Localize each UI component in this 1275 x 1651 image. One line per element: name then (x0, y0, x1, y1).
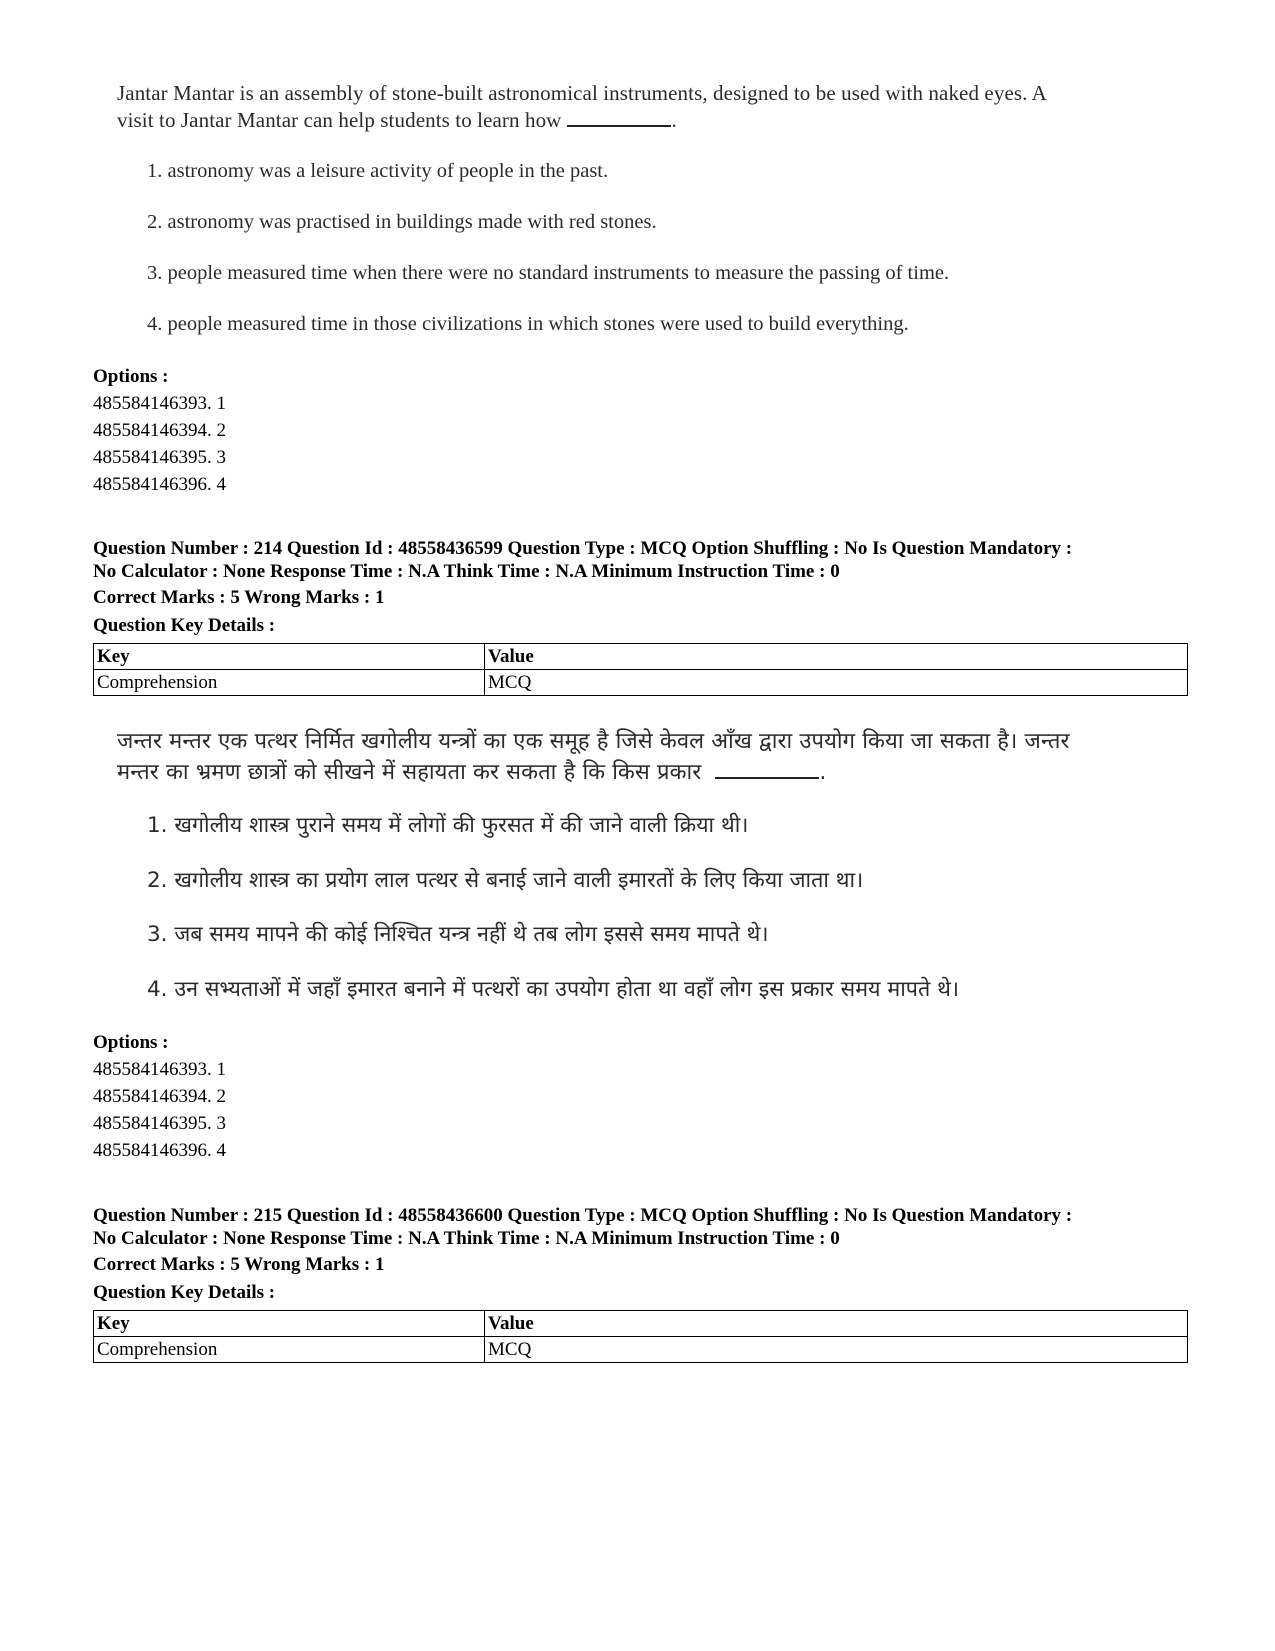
q213-stem-line2: visit to Jantar Mantar can help students to learn how (117, 108, 562, 132)
q214-option-id-2: 485584146394. 2 (93, 1086, 226, 1107)
q214-metadata (93, 537, 1193, 583)
q215-key-header: Key (94, 1311, 485, 1337)
q214-hindi-stem-line2: मन्तर का भ्रमण छात्रों को सीखने में सहायता कर सकता है कि किस प्रकार (117, 760, 702, 785)
q215-meta-line2: No Calculator : None Response Time : N.A Think Time : N.A Minimum Instruction Time : 0 (93, 1228, 840, 1249)
q214-marks: Correct Marks : 5 Wrong Marks : 1 (93, 587, 385, 608)
q214-option-id-1: 485584146393. 1 (93, 1059, 226, 1080)
q215-value-header: Value (485, 1311, 1188, 1337)
q213-stem (117, 80, 1177, 134)
table-row (94, 670, 1188, 696)
q215-value-cell: MCQ (485, 1337, 1188, 1363)
q214-key-table (93, 643, 1188, 696)
q214-key-details-label: Question Key Details : (93, 615, 276, 636)
table-row (94, 1337, 1188, 1363)
q215-key-details-label: Question Key Details : (93, 1282, 276, 1303)
q214-hindi-stem-line1: जन्तर मन्तर एक पत्थर निर्मित खगोलीय यन्त्रों का एक समूह है जिसे केवल आँख द्वारा उपयोग किया जा सकता है। जन्तर (117, 729, 1070, 754)
q214-key-header: Key (94, 644, 485, 670)
q214-value-cell: MCQ (485, 670, 1188, 696)
q214-options-label: Options : (93, 1032, 169, 1053)
q213-stem-end: . (671, 108, 677, 132)
q213-option-2-text: 2. astronomy was practised in buildings made with red stones. (147, 211, 657, 233)
q214-option-3-text: 3. जब समय मापने की कोई निश्चित यन्त्र नहीं थे तब लोग इससे समय मापते थे। (147, 922, 769, 947)
q215-metadata (93, 1204, 1193, 1250)
q214-key-cell: Comprehension (94, 670, 485, 696)
q213-answer-blank (567, 107, 671, 127)
q214-option-2-text: 2. खगोलीय शास्त्र का प्रयोग लाल पत्थर से बनाई जाने वाली इमारतों के लिए किया जाता था। (147, 868, 864, 893)
table-row (94, 1311, 1188, 1337)
q215-marks: Correct Marks : 5 Wrong Marks : 1 (93, 1254, 385, 1275)
q214-hindi-stem-end: . (819, 760, 827, 785)
q214-answer-blank (715, 759, 819, 779)
q213-stem-line1: Jantar Mantar is an assembly of stone-built astronomical instruments, designed to be used with naked eyes. A (117, 81, 1047, 105)
q214-value-header: Value (485, 644, 1188, 670)
q214-hindi-stem (117, 726, 1177, 788)
q214-option-1-text: 1. खगोलीय शास्त्र पुराने समय में लोगों की फुरसत में की जाने वाली क्रिया थी। (147, 813, 749, 838)
q214-question-image (117, 726, 1177, 1016)
q214-option-id-4: 485584146396. 4 (93, 1140, 226, 1161)
q213-option-id-2: 485584146394. 2 (93, 420, 226, 441)
q213-option-4-text: 4. people measured time in those civilizations in which stones were used to build everything. (147, 313, 909, 335)
q214-meta-line1: Question Number : 214 Question Id : 48558436599 Question Type : MCQ Option Shuffling : No Is Question Mandatory : (93, 538, 1073, 559)
q213-option-3-text: 3. people measured time when there were no standard instruments to measure the passing of time. (147, 262, 950, 284)
q213-option-id-4: 485584146396. 4 (93, 474, 226, 495)
q214-option-id-3: 485584146395. 3 (93, 1113, 226, 1134)
q215-key-table (93, 1310, 1188, 1363)
q213-question-image (117, 80, 1177, 350)
q215-key-cell: Comprehension (94, 1337, 485, 1363)
table-row (94, 644, 1188, 670)
q213-option-id-1: 485584146393. 1 (93, 393, 226, 414)
q213-options-label: Options : (93, 366, 169, 387)
q214-meta-line2: No Calculator : None Response Time : N.A Think Time : N.A Minimum Instruction Time : 0 (93, 561, 840, 582)
q214-option-4-text: 4. उन सभ्यताओं में जहाँ इमारत बनाने में पत्थरों का उपयोग होता था वहाँ लोग इस प्रकार समय मापते थे। (147, 977, 959, 1002)
q213-option-1-text: 1. astronomy was a leisure activity of people in the past. (147, 160, 609, 182)
q213-option-id-3: 485584146395. 3 (93, 447, 226, 468)
q215-meta-line1: Question Number : 215 Question Id : 48558436600 Question Type : MCQ Option Shuffling : No Is Question Mandatory : (93, 1205, 1073, 1226)
